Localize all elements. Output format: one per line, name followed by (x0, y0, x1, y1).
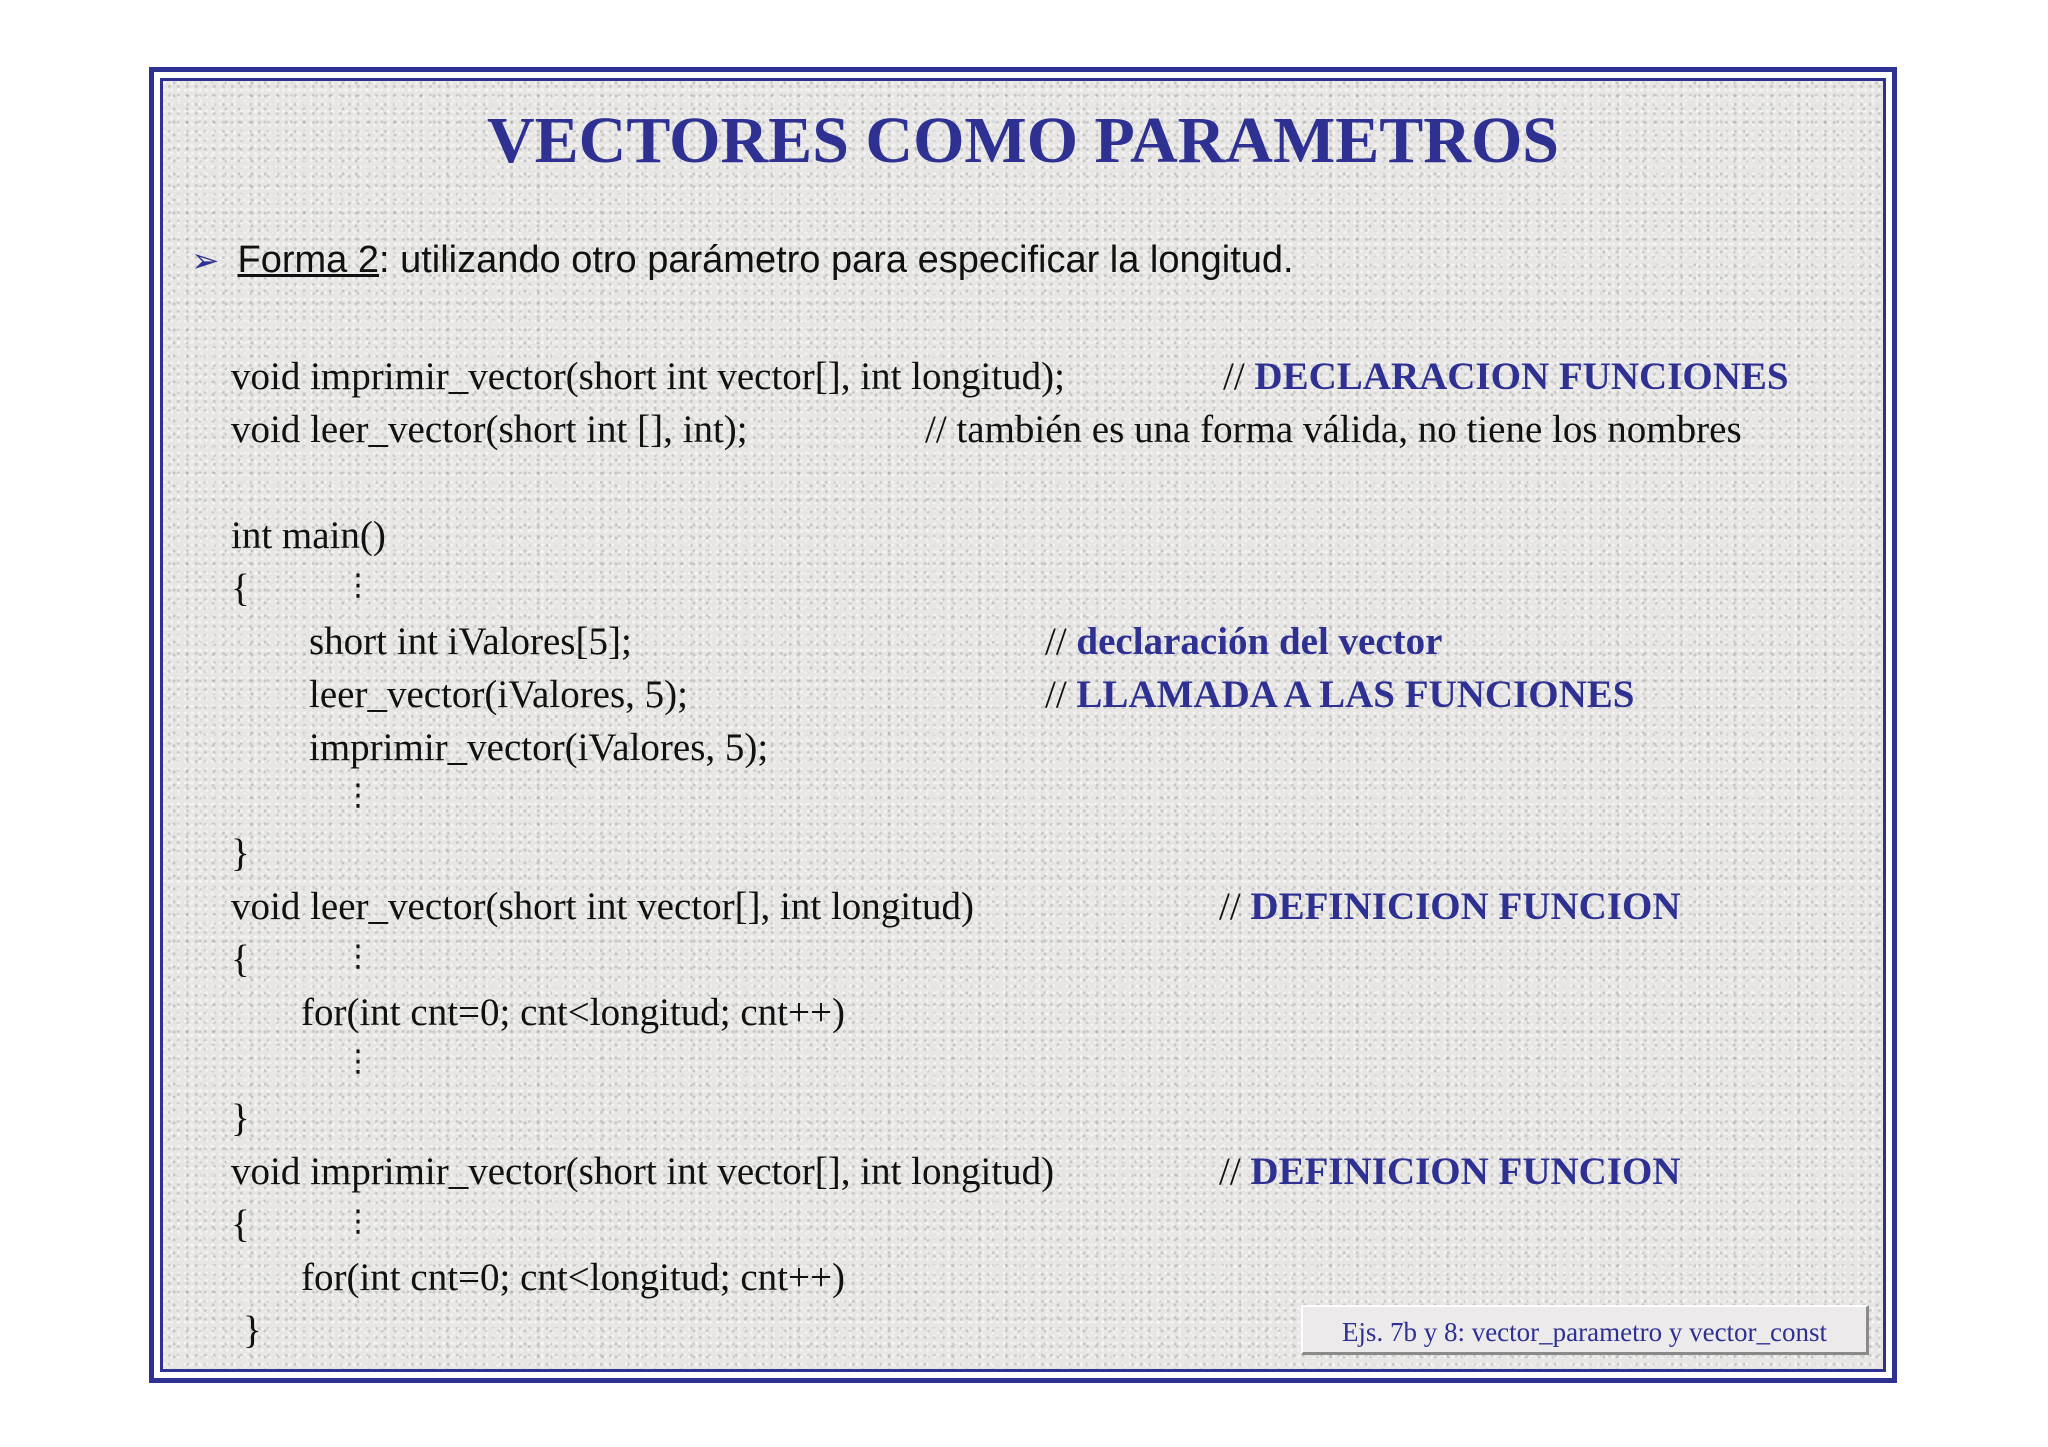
code-main-signature: int main() (231, 514, 386, 557)
vertical-ellipsis-icon: ⋮ (343, 568, 373, 603)
code-open-brace: { (231, 938, 250, 981)
comment-definicion-leer (1219, 884, 1681, 929)
comment-slashes: // (1219, 1150, 1251, 1193)
exercise-reference-box: Ejs. 7b y 8: vector_parametro y vector_const (1301, 1305, 1869, 1355)
code-close-brace: } (243, 1309, 262, 1352)
vertical-ellipsis-icon: ⋮ (343, 778, 373, 813)
slide-title: VECTORES COMO PARAMETROS (487, 104, 1559, 177)
code-open-brace: { (231, 1203, 250, 1246)
comment-definicion-text: DEFINICION FUNCION (1250, 1150, 1681, 1193)
bullet-underlined-label: Forma 2 (237, 239, 379, 281)
bullet-text: : utilizando otro parámetro para especificar la longitud. (378, 239, 1294, 281)
bullet-point (191, 239, 1294, 282)
comment-llamada-text: LLAMADA A LAS FUNCIONES (1076, 673, 1635, 716)
code-close-brace: } (231, 832, 250, 875)
comment-definicion-text: DEFINICION FUNCION (1250, 885, 1681, 928)
code-definition-leer: void leer_vector(short int vector[], int longitud) (231, 885, 974, 928)
code-declaration-imprimir: void imprimir_vector(short int vector[], int longitud); (231, 355, 1066, 398)
slide-body (160, 78, 1886, 1372)
comment-slashes: // (1045, 673, 1077, 716)
code-call-leer: leer_vector(iValores, 5); (309, 673, 688, 716)
comment-llamada-funciones (1045, 672, 1634, 717)
comment-declaracion-funciones (1223, 354, 1789, 399)
vertical-ellipsis-icon: ⋮ (343, 1204, 373, 1239)
arrow-bullet-icon: ➢ (191, 242, 220, 280)
code-definition-imprimir: void imprimir_vector(short int vector[], int longitud) (231, 1150, 1055, 1193)
comment-definicion-imprimir (1219, 1149, 1681, 1194)
code-for-loop: for(int cnt=0; cnt<longitud; cnt++) (301, 991, 845, 1034)
code-close-brace: } (231, 1097, 250, 1140)
comment-slashes: // (1045, 620, 1077, 663)
comment-slashes: // (1223, 355, 1255, 398)
comment-slashes: // (1219, 885, 1251, 928)
code-open-brace: { (231, 567, 250, 610)
comment-declaracion-text: DECLARACION FUNCIONES (1254, 355, 1789, 398)
slide-frame (149, 67, 1897, 1383)
comment-forma-valida: // también es una forma válida, no tiene los nombres (925, 408, 1742, 451)
comment-vector-text: declaración del vector (1076, 620, 1443, 663)
code-declaration-leer: void leer_vector(short int [], int); (231, 408, 748, 451)
vertical-ellipsis-icon: ⋮ (343, 1044, 373, 1079)
vertical-ellipsis-icon: ⋮ (343, 939, 373, 974)
code-for-loop: for(int cnt=0; cnt<longitud; cnt++) (301, 1256, 845, 1299)
comment-declaracion-vector (1045, 619, 1442, 664)
code-call-imprimir: imprimir_vector(iValores, 5); (309, 726, 769, 769)
code-array-declaration: short int iValores[5]; (309, 620, 632, 663)
